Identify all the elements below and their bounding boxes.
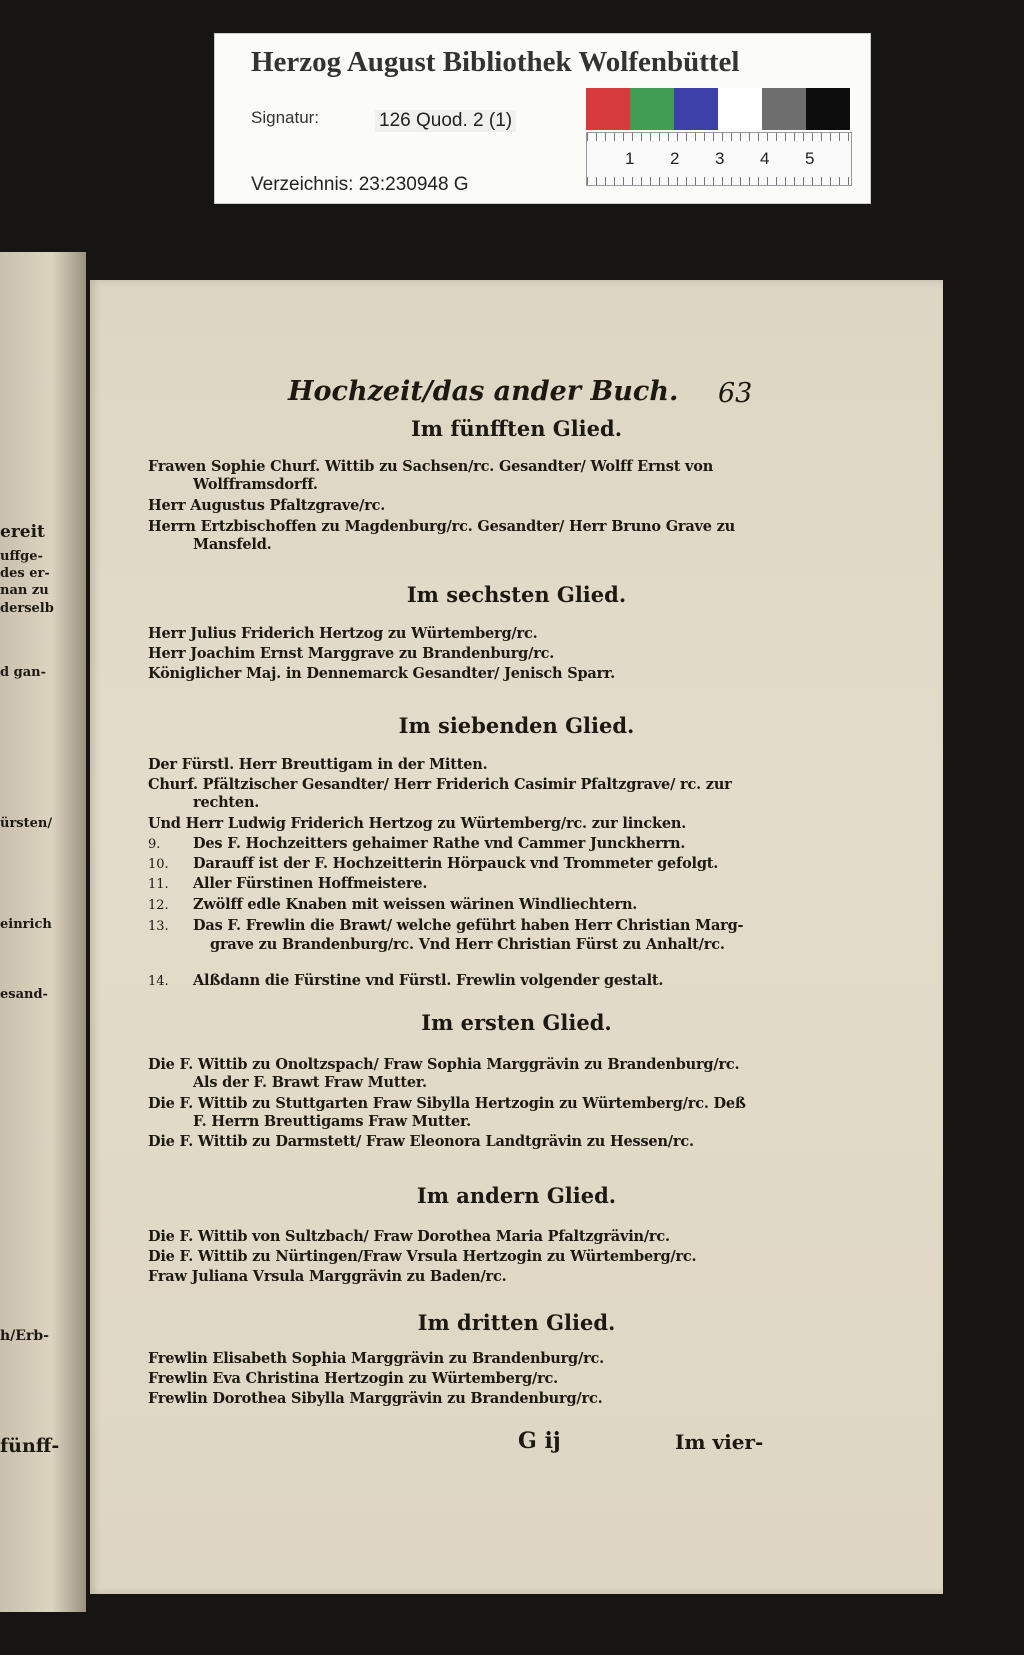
text-line: Die F. Wittib zu Stuttgarten Fraw Sibylla Hertzogin zu Würtemberg/rc. Deß bbox=[148, 1095, 746, 1112]
text-line: Das F. Frewlin die Brawt/ welche geführt haben Herr Christian Marg- bbox=[193, 917, 744, 934]
catchword: Im vier- bbox=[675, 1430, 764, 1454]
section-heading: Im andern Glied. bbox=[416, 1183, 617, 1208]
margin-fragment: esand- bbox=[0, 987, 48, 1002]
scale-ruler bbox=[586, 132, 852, 186]
margin-fragment: nan zu bbox=[0, 583, 49, 598]
text-line: Frewlin Eva Christina Hertzogin zu Würtemberg/rc. bbox=[148, 1370, 559, 1387]
swatch-black bbox=[806, 88, 850, 130]
text-line: Des F. Hochzeitters gehaimer Rathe vnd Cammer Junckherrn. bbox=[193, 835, 686, 852]
text-line: Herrn Ertzbischoffen zu Magdenburg/rc. Gesandter/ Herr Bruno Grave zu bbox=[148, 518, 735, 535]
ruler-number: 1 bbox=[625, 149, 635, 168]
margin-fragment: fünff- bbox=[0, 1435, 60, 1457]
text-line: F. Herrn Breuttigams Fraw Mutter. bbox=[193, 1113, 471, 1130]
section-heading: Im fünfften Glied. bbox=[410, 416, 623, 441]
color-calibration-swatches bbox=[586, 88, 850, 130]
item-number: 13. bbox=[148, 919, 169, 934]
signatur-label: Signatur: bbox=[251, 108, 320, 127]
text-line: Als der F. Brawt Fraw Mutter. bbox=[193, 1074, 427, 1091]
ruler-number: 4 bbox=[760, 149, 770, 168]
item-number: 9. bbox=[148, 837, 161, 852]
swatch-blue bbox=[674, 88, 718, 130]
item-number: 11. bbox=[148, 877, 169, 892]
text-line: Die F. Wittib zu Nürtingen/Fraw Vrsula Hertzogin zu Würtemberg/rc. bbox=[148, 1248, 697, 1265]
text-line: Zwölff edle Knaben mit weissen wärinen Windliechtern. bbox=[193, 896, 638, 913]
text-line: Herr Julius Friderich Hertzog zu Würtemberg/rc. bbox=[148, 625, 538, 642]
text-line: Frewlin Dorothea Sibylla Marggrävin zu Brandenburg/rc. bbox=[148, 1390, 603, 1407]
margin-fragment: ereit bbox=[0, 522, 45, 542]
text-line: Die F. Wittib zu Darmstett/ Fraw Eleonora Landtgrävin zu Hessen/rc. bbox=[148, 1133, 694, 1150]
verzeichnis: Verzeichnis: 23:230948 G bbox=[251, 174, 469, 195]
text-line: rechten. bbox=[193, 794, 260, 811]
left-facing-page bbox=[0, 252, 86, 1612]
section-heading: Im dritten Glied. bbox=[417, 1310, 616, 1335]
page-number: 63 bbox=[718, 378, 753, 409]
book-page bbox=[90, 280, 943, 1594]
margin-fragment: ürsten/ bbox=[0, 816, 53, 831]
item-number: 14. bbox=[148, 974, 169, 989]
text-line: Herr Joachim Ernst Marggrave zu Brandenburg/rc. bbox=[148, 645, 555, 662]
text-line: Darauff ist der F. Hochzeitterin Hörpauck vnd Trommeter gefolgt. bbox=[193, 855, 719, 872]
text-line: Churf. Pfältzischer Gesandter/ Herr Friderich Casimir Pfaltzgrave/ rc. zur bbox=[148, 776, 732, 793]
text-line: Mansfeld. bbox=[193, 536, 272, 553]
margin-fragment: h/Erb- bbox=[0, 1328, 49, 1344]
margin-fragment: derselb bbox=[0, 601, 54, 616]
section-heading: Im ersten Glied. bbox=[421, 1010, 612, 1035]
text-line: Frewlin Elisabeth Sophia Marggrävin zu Brandenburg/rc. bbox=[148, 1350, 605, 1367]
text-line: Die F. Wittib von Sultzbach/ Fraw Dorothea Maria Pfaltzgrävin/rc. bbox=[148, 1228, 670, 1245]
margin-fragment: uffge- bbox=[0, 549, 43, 564]
text-line: Die F. Wittib zu Onoltzspach/ Fraw Sophia Marggrävin zu Brandenburg/rc. bbox=[148, 1056, 740, 1073]
margin-fragment: einrich bbox=[0, 917, 52, 932]
ruler-number: 5 bbox=[805, 149, 815, 168]
running-head: Hochzeit/das ander Buch. bbox=[288, 376, 679, 407]
library-name: Herzog August Bibliothek Wolfenbüttel bbox=[251, 46, 740, 78]
swatch-green bbox=[630, 88, 674, 130]
text-line: Fraw Juliana Vrsula Marggrävin zu Baden/rc. bbox=[148, 1268, 507, 1285]
text-line: Und Herr Ludwig Friderich Hertzog zu Würtemberg/rc. zur lincken. bbox=[148, 815, 687, 832]
text-line: Alßdann die Fürstine vnd Fürstl. Frewlin volgender gestalt. bbox=[193, 972, 664, 989]
margin-fragment: des er- bbox=[0, 566, 50, 581]
text-line: Aller Fürstinen Hoffmeistere. bbox=[193, 875, 428, 892]
text-line: grave zu Brandenburg/rc. Vnd Herr Christian Fürst zu Anhalt/rc. bbox=[210, 936, 725, 953]
text-line: Königlicher Maj. in Dennemarck Gesandter/ Jenisch Sparr. bbox=[148, 665, 616, 682]
ruler-number: 3 bbox=[715, 149, 725, 168]
text-line: Der Fürstl. Herr Breuttigam in der Mitten. bbox=[148, 756, 488, 773]
signatur-value: 126 Quod. 2 (1) bbox=[375, 110, 516, 132]
library-label-card bbox=[214, 33, 871, 204]
text-line: Frawen Sophie Churf. Wittib zu Sachsen/rc. Gesandter/ Wolff Ernst von bbox=[148, 458, 714, 475]
section-heading: Im siebenden Glied. bbox=[398, 713, 635, 738]
signature-mark: G ij bbox=[518, 1428, 561, 1454]
swatch-red bbox=[586, 88, 630, 130]
text-line: Wolfframsdorff. bbox=[193, 476, 318, 493]
item-number: 12. bbox=[148, 898, 169, 913]
swatch-gray bbox=[762, 88, 806, 130]
section-heading: Im sechsten Glied. bbox=[406, 582, 627, 607]
swatch-white bbox=[718, 88, 762, 130]
ruler-number: 2 bbox=[670, 149, 680, 168]
item-number: 10. bbox=[148, 857, 169, 872]
margin-fragment: d gan- bbox=[0, 665, 46, 680]
text-line: Herr Augustus Pfaltzgrave/rc. bbox=[148, 497, 386, 514]
